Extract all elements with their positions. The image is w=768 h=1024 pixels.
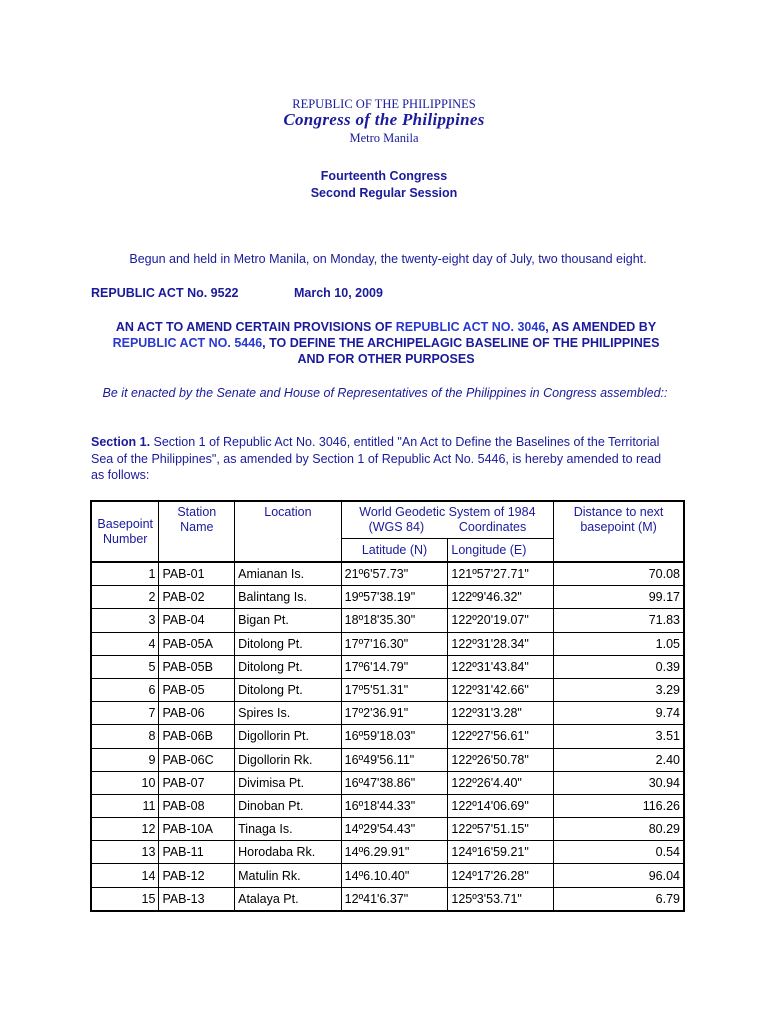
distance-cell: 3.51: [554, 725, 684, 748]
basepoint-number-cell: 2: [91, 586, 159, 609]
longitude-cell: 122º26'4.40": [448, 771, 554, 794]
basepoint-number-cell: 7: [91, 702, 159, 725]
latitude-cell: 12º41'6.37": [341, 887, 448, 911]
distance-cell: 1.05: [554, 632, 684, 655]
distance-cell: 71.83: [554, 609, 684, 632]
basepoint-table: [90, 500, 685, 912]
table-row: [91, 586, 684, 609]
table-row: [91, 678, 684, 701]
basepoint-number-cell: 6: [91, 678, 159, 701]
session-line-1: Fourteenth Congress: [320, 169, 448, 183]
basepoint-number-cell: 14: [91, 864, 159, 887]
longitude-cell: 122º27'56.61": [448, 725, 554, 748]
longitude-cell: 122º9'46.32": [448, 586, 554, 609]
table-row: [91, 748, 684, 771]
congress-heading: Congress of the Philippines: [283, 110, 485, 129]
longitude-cell: 122º31'3.28": [448, 702, 554, 725]
longitude-cell: 121º57'27.71": [448, 562, 554, 586]
station-name-cell: PAB-07: [159, 771, 235, 794]
station-name-cell: PAB-04: [159, 609, 235, 632]
longitude-cell: 122º57'51.15": [448, 818, 554, 841]
session-heading: [0, 168, 768, 202]
latitude-cell: 21º6'57.73": [341, 562, 448, 586]
station-name-cell: PAB-12: [159, 864, 235, 887]
station-name-cell: PAB-05: [159, 678, 235, 701]
table-row: [91, 771, 684, 794]
basepoint-number-cell: 12: [91, 818, 159, 841]
table-row: [91, 609, 684, 632]
station-name-cell: PAB-10A: [159, 818, 235, 841]
header-location: Location: [235, 501, 342, 562]
longitude-cell: 122º31'43.84": [448, 655, 554, 678]
location-cell: Balintang Is.: [235, 586, 342, 609]
act-title: [100, 319, 672, 367]
location-cell: Ditolong Pt.: [235, 655, 342, 678]
location-cell: Digollorin Rk.: [235, 748, 342, 771]
latitude-cell: 14º6.10.40": [341, 864, 448, 887]
ra-5446-link[interactable]: REPUBLIC ACT NO. 5446: [112, 336, 263, 350]
station-name-cell: PAB-13: [159, 887, 235, 911]
longitude-cell: 124º16'59.21": [448, 841, 554, 864]
table-row: [91, 725, 684, 748]
station-name-cell: PAB-06: [159, 702, 235, 725]
latitude-cell: 18º18'35.30": [341, 609, 448, 632]
basepoint-number-cell: 11: [91, 794, 159, 817]
distance-cell: 6.79: [554, 887, 684, 911]
location-cell: Dinoban Pt.: [235, 794, 342, 817]
longitude-cell: 122º31'28.34": [448, 632, 554, 655]
header-station-name: Station Name: [159, 501, 235, 562]
table-row: [91, 794, 684, 817]
location-cell: Horodaba Rk.: [235, 841, 342, 864]
distance-cell: 0.39: [554, 655, 684, 678]
location-cell: Bigan Pt.: [235, 609, 342, 632]
table-row: [91, 632, 684, 655]
act-date: March 10, 2009: [294, 286, 383, 300]
section-text: Section 1 of Republic Act No. 3046, entitled "An Act to Define the Baselines of the Territorial Sea of the Philippines", as amended by Section 1 of Republic Act No. 5446, is hereby amended to read as follows:: [91, 435, 662, 482]
session-line-2: Second Regular Session: [310, 186, 458, 200]
location-cell: Ditolong Pt.: [235, 678, 342, 701]
latitude-cell: 16º59'18.03": [341, 725, 448, 748]
table-row: [91, 864, 684, 887]
distance-cell: 30.94: [554, 771, 684, 794]
distance-cell: 2.40: [554, 748, 684, 771]
basepoint-number-cell: 3: [91, 609, 159, 632]
location-cell: Atalaya Pt.: [235, 887, 342, 911]
station-name-cell: PAB-05A: [159, 632, 235, 655]
basepoint-number-cell: 5: [91, 655, 159, 678]
longitude-cell: 125º3'53.71": [448, 887, 554, 911]
basepoint-number-cell: 8: [91, 725, 159, 748]
distance-cell: 0.54: [554, 841, 684, 864]
basepoint-number-cell: 10: [91, 771, 159, 794]
act-title-text: , AS AMENDED BY: [545, 320, 657, 334]
distance-cell: 9.74: [554, 702, 684, 725]
longitude-cell: 124º17'26.28": [448, 864, 554, 887]
distance-cell: 116.26: [554, 794, 684, 817]
station-name-cell: PAB-08: [159, 794, 235, 817]
longitude-cell: 122º20'19.07": [448, 609, 554, 632]
longitude-cell: 122º31'42.66": [448, 678, 554, 701]
section-label: Section 1.: [91, 435, 151, 449]
longitude-cell: 122º26'50.78": [448, 748, 554, 771]
latitude-cell: 16º49'56.11": [341, 748, 448, 771]
header-longitude: Longitude (E): [448, 539, 554, 563]
header-wgs: World Geodetic System of 1984 (WGS 84) Coordinates: [341, 501, 553, 539]
latitude-cell: 17º2'36.91": [341, 702, 448, 725]
table-row: [91, 655, 684, 678]
longitude-cell: 122º14'06.69": [448, 794, 554, 817]
act-title-text: , TO DEFINE THE ARCHIPELAGIC BASELINE OF THE PHILIPPINES AND FOR OTHER PURPOSES: [262, 336, 660, 366]
distance-cell: 70.08: [554, 562, 684, 586]
republic-heading: REPUBLIC OF THE PHILIPPINES: [292, 97, 476, 111]
table-row: [91, 841, 684, 864]
latitude-cell: 19º57'38.19": [341, 586, 448, 609]
act-title-text: AN ACT TO AMEND CERTAIN PROVISIONS OF: [115, 320, 396, 334]
latitude-cell: 14º6.29.91": [341, 841, 448, 864]
location-cell: Ditolong Pt.: [235, 632, 342, 655]
station-name-cell: PAB-11: [159, 841, 235, 864]
station-name-cell: PAB-06C: [159, 748, 235, 771]
latitude-cell: 17º7'16.30": [341, 632, 448, 655]
station-name-cell: PAB-06B: [159, 725, 235, 748]
basepoint-number-cell: 15: [91, 887, 159, 911]
location-cell: Spires Is.: [235, 702, 342, 725]
basepoint-number-cell: 1: [91, 562, 159, 586]
latitude-cell: 16º47'38.86": [341, 771, 448, 794]
basepoint-number-cell: 9: [91, 748, 159, 771]
table-body: [91, 562, 684, 911]
distance-cell: 99.17: [554, 586, 684, 609]
station-name-cell: PAB-05B: [159, 655, 235, 678]
header-distance: Distance to next basepoint (M): [554, 501, 684, 562]
latitude-cell: 17º5'51.31": [341, 678, 448, 701]
header-latitude: Latitude (N): [341, 539, 448, 563]
act-number-line: [91, 286, 383, 300]
table-row: [91, 562, 684, 586]
header-basepoint-number: Basepoint Number: [91, 501, 159, 562]
section-1: [91, 434, 671, 484]
latitude-cell: 17º6'14.79": [341, 655, 448, 678]
latitude-cell: 14º29'54.43": [341, 818, 448, 841]
begun-statement: Begun and held in Metro Manila, on Monday, the twenty-eight day of July, two thousand eight.: [129, 252, 647, 266]
ra-3046-link[interactable]: REPUBLIC ACT NO. 3046: [395, 320, 546, 334]
distance-cell: 96.04: [554, 864, 684, 887]
station-name-cell: PAB-01: [159, 562, 235, 586]
table-row: [91, 887, 684, 911]
basepoint-number-cell: 4: [91, 632, 159, 655]
table-row: [91, 702, 684, 725]
location-cell: Matulin Rk.: [235, 864, 342, 887]
act-number: REPUBLIC ACT No. 9522: [91, 286, 239, 300]
latitude-cell: 16º18'44.33": [341, 794, 448, 817]
enacting-clause: Be it enacted by the Senate and House of Representatives of the Philippines in Congress assembled::: [102, 386, 668, 400]
location-cell: Amianan Is.: [235, 562, 342, 586]
distance-cell: 80.29: [554, 818, 684, 841]
table-row: [91, 818, 684, 841]
distance-cell: 3.29: [554, 678, 684, 701]
basepoint-number-cell: 13: [91, 841, 159, 864]
location-cell: Digollorin Pt.: [235, 725, 342, 748]
location-heading: Metro Manila: [349, 131, 419, 145]
station-name-cell: PAB-02: [159, 586, 235, 609]
location-cell: Divimisa Pt.: [235, 771, 342, 794]
location-cell: Tinaga Is.: [235, 818, 342, 841]
